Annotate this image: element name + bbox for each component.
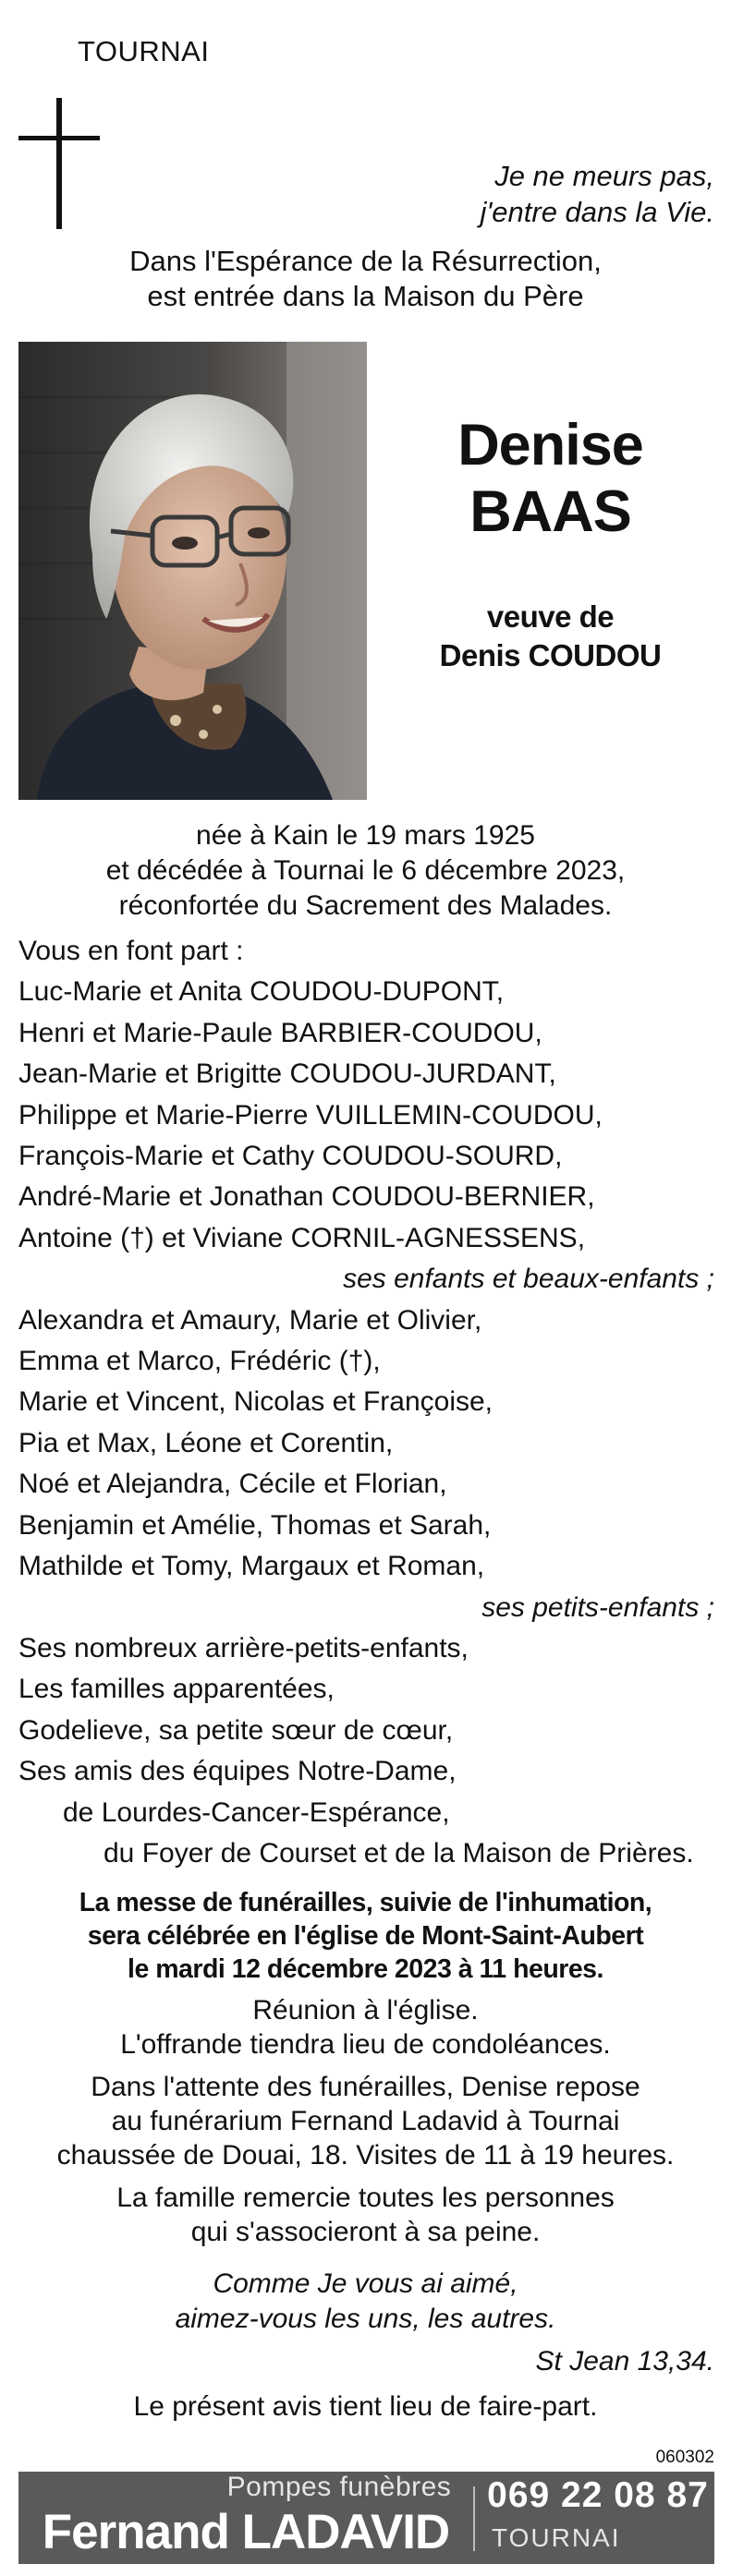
widow-of (370, 598, 731, 675)
family-list (18, 931, 714, 1874)
closing-quote-line: Comme Je vous ai aimé, (213, 2268, 518, 2299)
intro-line: est entrée dans la Maison du Père (147, 280, 584, 312)
repose-line: au funérarium Fernand Ladavid à Tournai (111, 2106, 620, 2136)
banner-divider (473, 2486, 475, 2551)
family-child: André-Marie et Jonathan COUDOU-BERNIER, (18, 1181, 595, 1213)
life-details (0, 818, 731, 924)
sacrament-line: réconfortée du Sacrement des Malades. (118, 890, 613, 921)
friends-continuation: de Lourdes-Cancer-Espérance, (63, 1796, 450, 1828)
service-line: La messe de funérailles, suivie de l'inhumation, (79, 1888, 652, 1917)
family-other: Godelieve, sa petite sœur de cœur, (18, 1714, 454, 1746)
family-other: Ses amis des équipes Notre-Dame, (18, 1756, 457, 1787)
first-name: Denise (457, 413, 643, 478)
family-grandchild: Marie et Vincent, Nicolas et Françoise, (18, 1386, 493, 1418)
family-child: Henri et Marie-Paule BARBIER-COUDOU, (18, 1017, 542, 1048)
header-town: TOURNAI (78, 35, 210, 67)
banner-town: TOURNAI (492, 2523, 621, 2552)
widow-line: veuve de (486, 599, 615, 634)
banner-funeral-home-name: Fernand LADAVID (42, 2505, 450, 2559)
quote-reference: St Jean 13,34. (535, 2346, 714, 2376)
family-grandchild: Pia et Max, Léone et Corentin, (18, 1427, 394, 1458)
family-other: Ses nombreux arrière-petits-enfants, (18, 1632, 469, 1663)
last-name: BAAS (469, 479, 631, 544)
cross-horizontal-bar (18, 136, 100, 140)
family-grandchild: Noé et Alejandra, Cécile et Florian, (18, 1469, 447, 1500)
closing-quote-line: aimez-vous les uns, les autres. (175, 2304, 556, 2334)
reunion-line: L'offrande tiendra lieu de condoléances. (120, 2029, 611, 2060)
repose-text (0, 2070, 731, 2172)
opening-quote (480, 158, 714, 230)
grandchildren-role: ses petits-enfants ; (481, 1591, 714, 1623)
family-grandchild: Mathilde et Tomy, Margaux et Roman, (18, 1551, 485, 1582)
birth-line: née à Kain le 19 mars 1925 (196, 820, 535, 851)
children-role: ses enfants et beaux-enfants ; (343, 1264, 714, 1295)
intro-text (0, 244, 731, 314)
family-child: Philippe et Marie-Pierre VUILLEMIN-COUDOU, (18, 1099, 603, 1131)
portrait-illustration (18, 342, 367, 800)
service-line: le mardi 12 décembre 2023 à 11 heures. (128, 1954, 603, 1984)
banner-service-label: Pompes funèbres (226, 2472, 452, 2502)
family-grandchild: Emma et Marco, Frédéric (†), (18, 1346, 381, 1377)
family-child: François-Marie et Cathy COUDOU-SOURD, (18, 1141, 563, 1172)
cross-vertical-bar (56, 98, 62, 229)
closing-quote (0, 2267, 731, 2337)
reunion-text (0, 1993, 731, 2062)
death-line: et décédée à Tournai le 6 décembre 2023, (105, 855, 626, 886)
repose-line: chaussée de Douai, 18. Visites de 11 à 19 heures. (56, 2140, 675, 2171)
family-grandchild: Benjamin et Amélie, Thomas et Sarah, (18, 1509, 492, 1541)
family-child: Luc-Marie et Anita COUDOU-DUPONT, (18, 976, 505, 1008)
family-intro: Vous en font part : (18, 936, 244, 966)
reference-code: 060302 (655, 2448, 714, 2467)
family-grandchild: Alexandra et Amaury, Marie et Olivier, (18, 1304, 482, 1336)
family-child: Antoine (†) et Viviane CORNIL-AGNESSENS, (18, 1222, 586, 1253)
banner-phone: 069 22 08 87 (487, 2475, 709, 2515)
family-child: Jean-Marie et Brigitte COUDOU-JURDANT, (18, 1058, 556, 1090)
thanks-text (0, 2181, 731, 2249)
family-other: Les familles apparentées, (18, 1674, 335, 1705)
portrait-photo (18, 342, 367, 800)
spouse-name: Denis COUDOU (439, 638, 662, 672)
reunion-line: Réunion à l'église. (252, 1995, 479, 2026)
intro-line: Dans l'Espérance de la Résurrection, (129, 245, 602, 277)
repose-line: Dans l'attente des funérailles, Denise repose (91, 2072, 640, 2102)
opening-quote-line: Je ne meurs pas, (494, 160, 714, 192)
opening-quote-line: j'entre dans la Vie. (480, 196, 714, 228)
thanks-line: qui s'associeront à sa peine. (190, 2217, 541, 2247)
faire-part-notice: Le présent avis tient lieu de faire-part. (133, 2391, 598, 2422)
funeral-service (0, 1886, 731, 1986)
service-line: sera célébrée en l'église de Mont-Saint-Aubert (87, 1921, 644, 1951)
thanks-line: La famille remercie toutes les personnes (116, 2183, 615, 2213)
friends-continuation: du Foyer de Courset et de la Maison de Prières. (104, 1837, 694, 1869)
deceased-name (370, 412, 731, 545)
